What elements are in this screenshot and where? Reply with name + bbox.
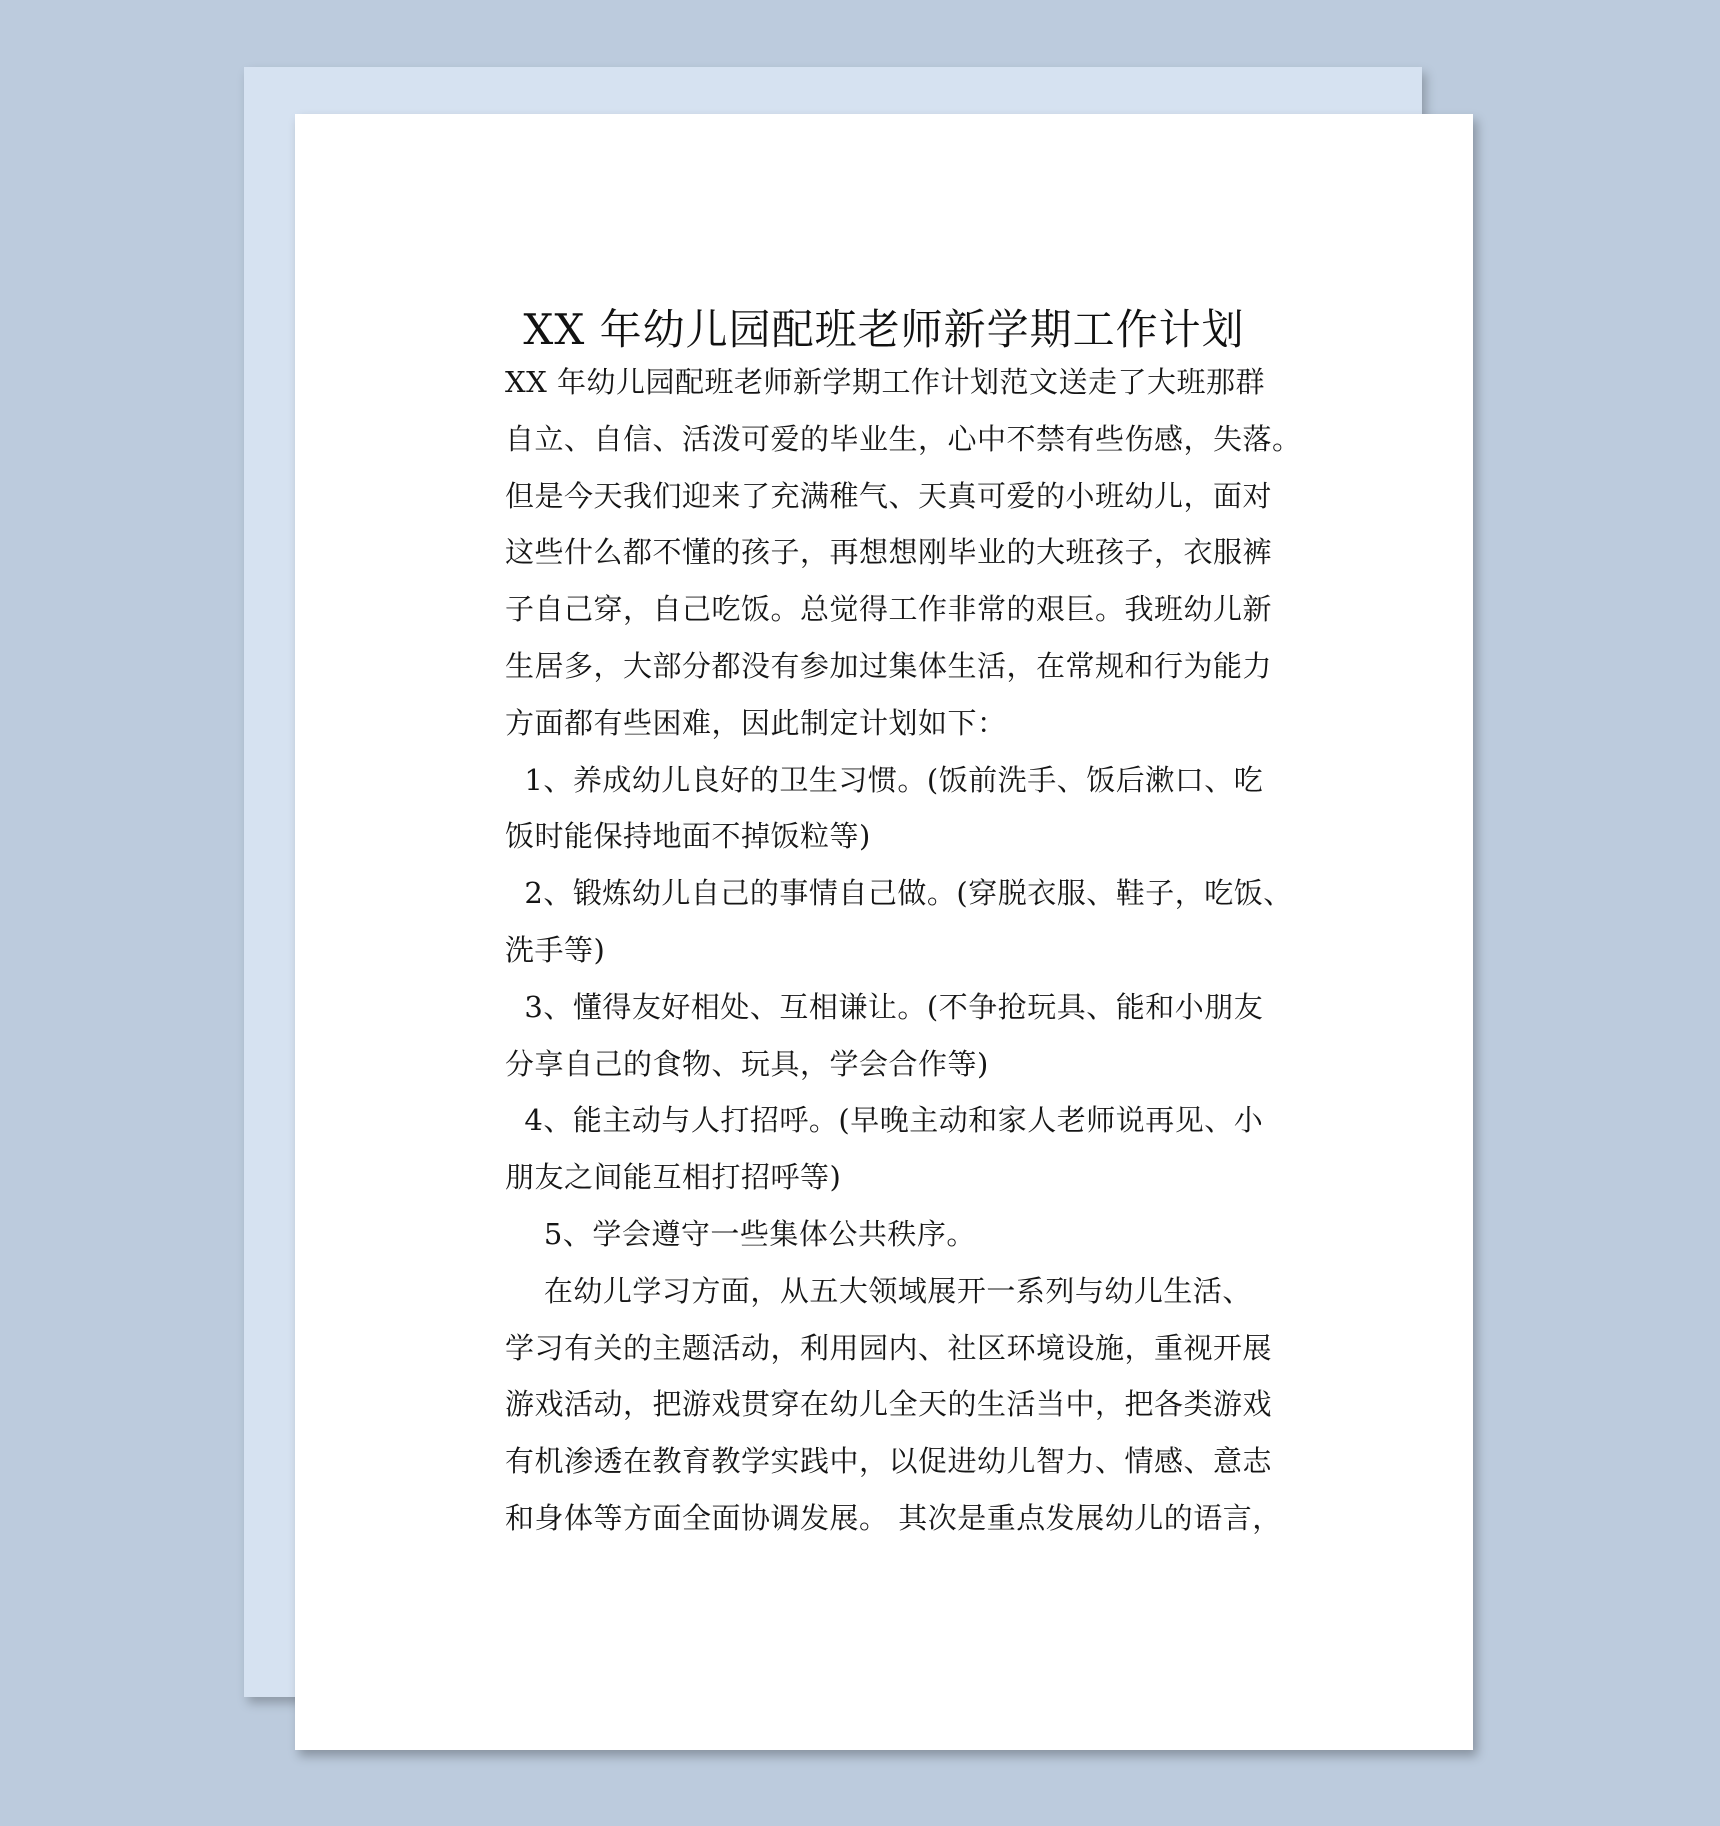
body-line: 分享自己的食物、玩具，学会合作等) [505, 1046, 989, 1081]
body-line: 这些什么都不懂的孩子，再想想刚毕业的大班孩子，衣服裤 [505, 535, 1273, 570]
list-item-4: 4、能主动与人打招呼。(早晚主动和家人老师说再见、小 [505, 1103, 1264, 1138]
body-line: XX 年幼儿园配班老师新学期工作计划范文送走了大班那群 [505, 365, 1266, 399]
document-body [505, 354, 1302, 1547]
body-line: 游戏活动，把游戏贯穿在幼儿全天的生活当中，把各类游戏 [505, 1387, 1273, 1422]
body-line: 方面都有些困难，因此制定计划如下： [505, 705, 1007, 740]
body-line: 学习有关的主题活动，利用园内、社区环境设施，重视开展 [505, 1330, 1273, 1365]
body-line: 子自己穿，自己吃饭。总觉得工作非常的艰巨。我班幼儿新 [505, 592, 1273, 627]
list-item-2: 2、锻炼幼儿自己的事情自己做。(穿脱衣服、鞋子，吃饭、 [505, 876, 1293, 911]
body-line: 生居多，大部分都没有参加过集体生活，在常规和行为能力 [505, 648, 1273, 683]
body-line: 但是今天我们迎来了充满稚气、天真可爱的小班幼儿，面对 [505, 478, 1273, 513]
body-line: 饭时能保持地面不掉饭粒等) [505, 819, 871, 854]
body-line: 洗手等) [505, 932, 606, 967]
body-line: 自立、自信、活泼可爱的毕业生，心中不禁有些伤感，失落。 [505, 421, 1302, 456]
list-item-5: 5、学会遵守一些集体公共秩序。 [505, 1216, 976, 1251]
document-page [295, 114, 1473, 1750]
body-line: 和身体等方面全面协调发展。 其次是重点发展幼儿的语言， [505, 1500, 1282, 1535]
list-item-3: 3、懂得友好相处、互相谦让。(不争抢玩具、能和小朋友 [505, 989, 1264, 1024]
list-item-1: 1、养成幼儿良好的卫生习惯。(饭前洗手、饭后漱口、吃 [505, 762, 1264, 797]
document-title: XX 年幼儿园配班老师新学期工作计划 [523, 305, 1245, 354]
paragraph-start: 在幼儿学习方面，从五大领域展开一系列与幼儿生活、 [505, 1273, 1252, 1308]
body-line: 朋友之间能互相打招呼等) [505, 1160, 842, 1195]
body-line: 有机渗透在教育教学实践中，以促进幼儿智力、情感、意志 [505, 1444, 1273, 1479]
